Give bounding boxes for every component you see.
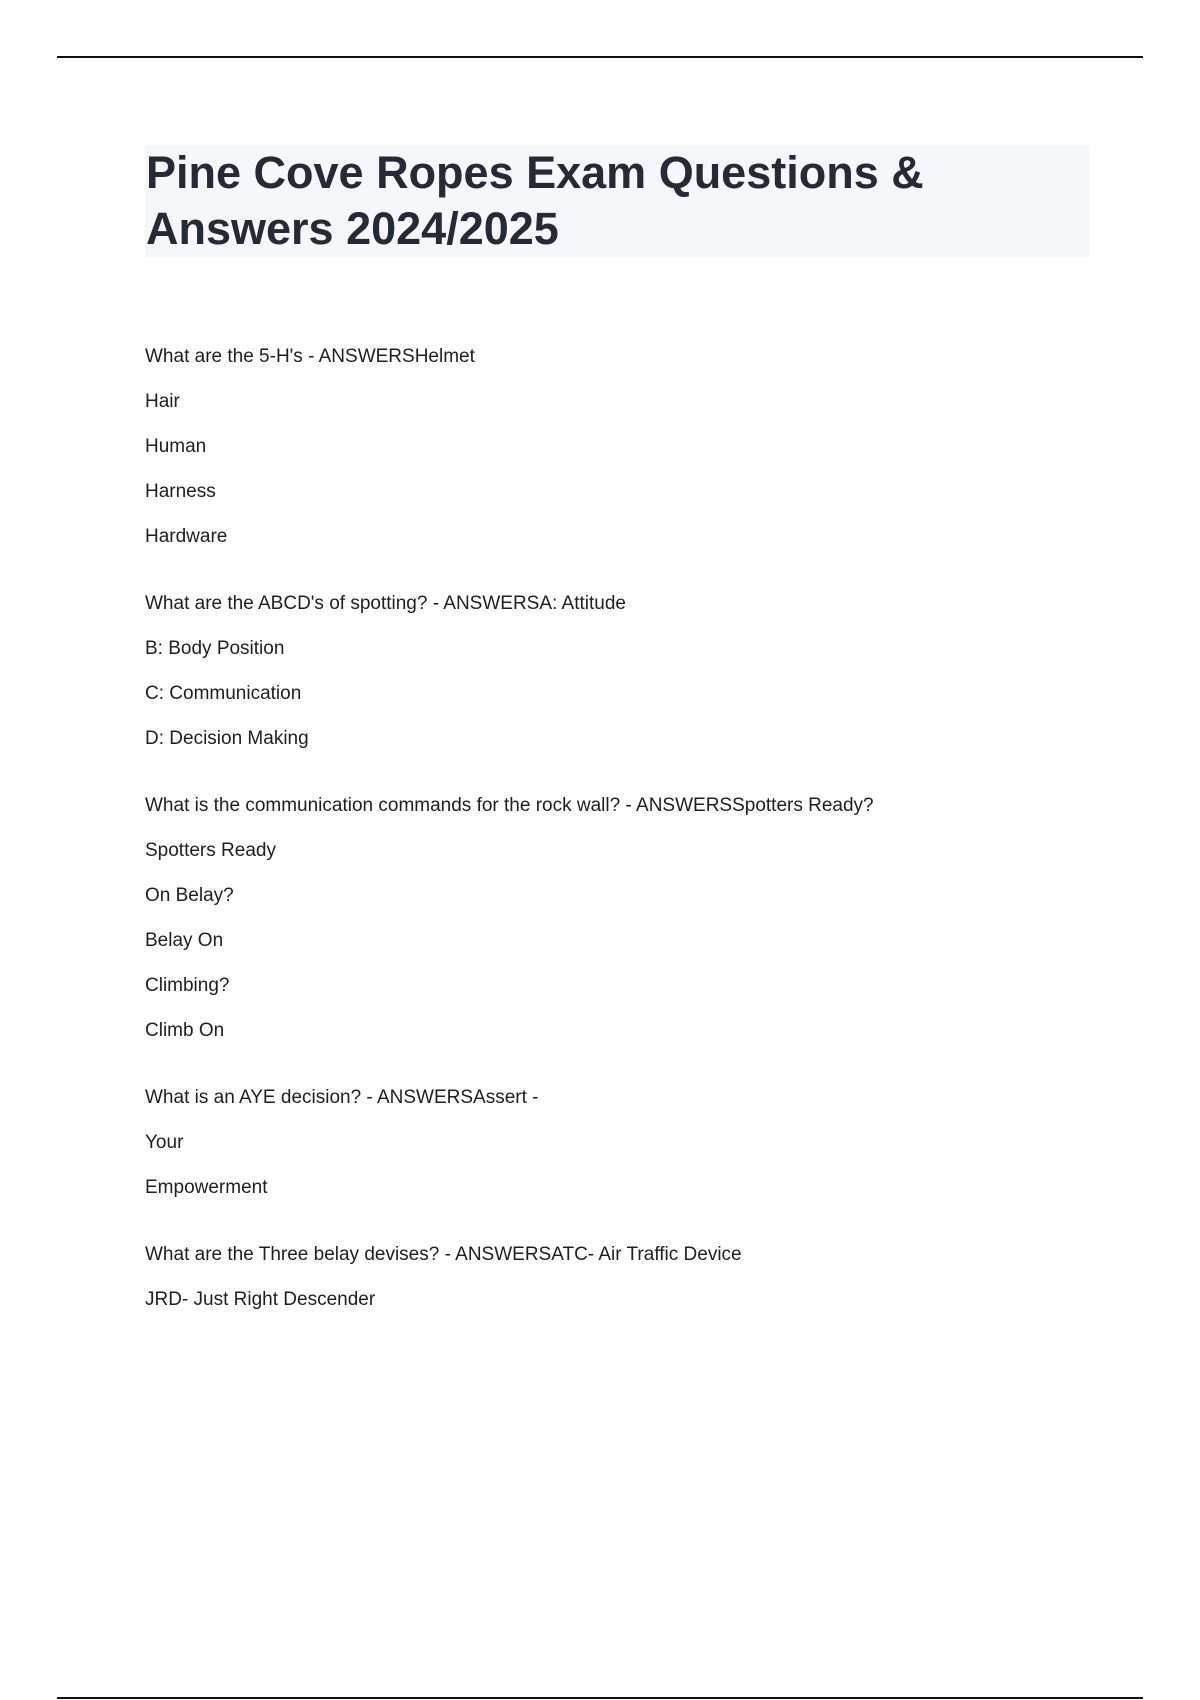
bottom-divider xyxy=(57,1697,1143,1699)
title-block xyxy=(145,145,1089,257)
answer-line: Empowerment xyxy=(145,1177,268,1198)
qa-block xyxy=(145,592,1105,750)
answer-line: Hardware xyxy=(145,526,228,547)
answer-line: Hair xyxy=(145,391,180,412)
answer-line: Human xyxy=(145,436,207,457)
question-line: What is the communication commands for the rock wall? - ANSWERSSpotters Ready? xyxy=(145,795,874,816)
answer-line: B: Body Position xyxy=(145,638,285,659)
qa-block xyxy=(145,1086,1105,1199)
answer-line: JRD- Just Right Descender xyxy=(145,1289,376,1310)
question-line: What are the 5-H's - ANSWERSHelmet xyxy=(145,346,475,367)
answer-line: On Belay? xyxy=(145,885,234,906)
answer-line: Climbing? xyxy=(145,975,230,996)
qa-block xyxy=(145,794,1105,1042)
question-line: What are the ABCD's of spotting? - ANSWERSA: Attitude xyxy=(145,593,626,614)
answer-line: Climb On xyxy=(145,1020,225,1041)
top-divider xyxy=(57,56,1143,58)
answer-line: Spotters Ready xyxy=(145,840,276,861)
document-title: Pine Cove Ropes Exam Questions & Answers 2024/2025 xyxy=(146,147,924,254)
answer-line: Harness xyxy=(145,481,216,502)
qa-content xyxy=(145,345,1105,1355)
answer-line: Your xyxy=(145,1132,184,1153)
question-line: What are the Three belay devises? - ANSWERSATC- Air Traffic Device xyxy=(145,1244,742,1265)
answer-line: C: Communication xyxy=(145,683,302,704)
qa-block xyxy=(145,345,1105,548)
qa-block xyxy=(145,1243,1105,1311)
answer-line: Belay On xyxy=(145,930,224,951)
question-line: What is an AYE decision? - ANSWERSAssert - xyxy=(145,1087,539,1108)
answer-line: D: Decision Making xyxy=(145,728,309,749)
